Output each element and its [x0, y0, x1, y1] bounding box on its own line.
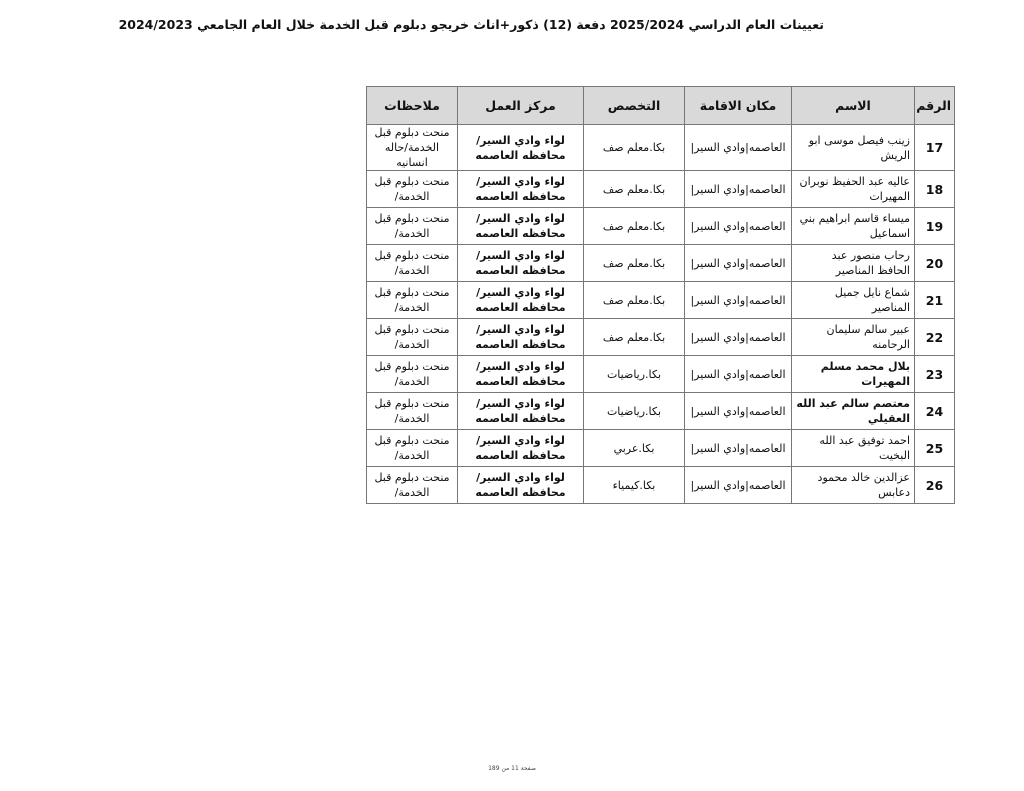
table-row: [367, 125, 955, 171]
cell-notes: منحت دبلوم قبل الخدمة/حاله انسانيه: [367, 125, 458, 171]
cell-notes: منحت دبلوم قبل الخدمة/: [367, 393, 458, 430]
table-row: [367, 467, 955, 504]
cell-num: 19: [915, 208, 955, 245]
page-title: تعيينات العام الدراسي 2025/2024 دفعة (12) ذكور+اناث خريجو دبلوم قبل الخدمة خلال العام الجامعي 2024/2023: [118, 17, 824, 32]
header-notes: ملاحظات: [367, 87, 458, 125]
cell-workplace: لواء وادي السير/محافظه العاصمه: [458, 125, 584, 171]
cell-residence: العاصمه|وادي السير|: [685, 467, 792, 504]
cell-num: 17: [915, 125, 955, 171]
cell-residence: العاصمه|وادي السير|: [685, 171, 792, 208]
cell-name: بلال محمد مسلم المهيرات: [792, 356, 915, 393]
cell-name: رحاب منصور عبد الحافظ المناصير: [792, 245, 915, 282]
cell-specialty: بكا.معلم صف: [584, 125, 685, 171]
header-name: الاسم: [792, 87, 915, 125]
cell-num: 26: [915, 467, 955, 504]
table-row: [367, 356, 955, 393]
cell-name: عبير سالم سليمان الرحامنه: [792, 319, 915, 356]
cell-workplace: لواء وادي السير/محافظه العاصمه: [458, 356, 584, 393]
cell-specialty: بكا.معلم صف: [584, 319, 685, 356]
cell-name: عزالدين خالد محمود دعابس: [792, 467, 915, 504]
cell-residence: العاصمه|وادي السير|: [685, 356, 792, 393]
header-num: الرقم: [915, 87, 955, 125]
cell-workplace: لواء وادي السير/محافظه العاصمه: [458, 319, 584, 356]
cell-residence: العاصمه|وادي السير|: [685, 245, 792, 282]
header-specialty: التخصص: [584, 87, 685, 125]
cell-name: معتصم سالم عبد الله العقيلي: [792, 393, 915, 430]
table-row: [367, 430, 955, 467]
table-header-row: [367, 87, 955, 125]
cell-workplace: لواء وادي السير/محافظه العاصمه: [458, 430, 584, 467]
cell-notes: منحت دبلوم قبل الخدمة/: [367, 356, 458, 393]
appointments-table: [366, 86, 955, 504]
cell-workplace: لواء وادي السير/محافظه العاصمه: [458, 282, 584, 319]
cell-name: عاليه عبد الحفيظ نوبران المهيرات: [792, 171, 915, 208]
cell-num: 20: [915, 245, 955, 282]
cell-name: ميساء قاسم ابراهيم بني اسماعيل: [792, 208, 915, 245]
header-residence: مكان الاقامة: [685, 87, 792, 125]
cell-num: 23: [915, 356, 955, 393]
cell-specialty: بكا.معلم صف: [584, 245, 685, 282]
cell-num: 21: [915, 282, 955, 319]
cell-workplace: لواء وادي السير/محافظه العاصمه: [458, 245, 584, 282]
cell-name: شماع نايل جميل المناصير: [792, 282, 915, 319]
cell-workplace: لواء وادي السير/محافظه العاصمه: [458, 393, 584, 430]
table-row: [367, 245, 955, 282]
cell-workplace: لواء وادي السير/محافظه العاصمه: [458, 208, 584, 245]
cell-num: 18: [915, 171, 955, 208]
cell-residence: العاصمه|وادي السير|: [685, 430, 792, 467]
cell-specialty: بكا.رياضيات: [584, 356, 685, 393]
cell-notes: منحت دبلوم قبل الخدمة/: [367, 245, 458, 282]
cell-name: زينب فيصل موسى ابو الريش: [792, 125, 915, 171]
cell-specialty: بكا.عربي: [584, 430, 685, 467]
cell-num: 22: [915, 319, 955, 356]
cell-residence: العاصمه|وادي السير|: [685, 125, 792, 171]
cell-specialty: بكا.معلم صف: [584, 171, 685, 208]
cell-num: 24: [915, 393, 955, 430]
table-row: [367, 208, 955, 245]
cell-specialty: بكا.كيمياء: [584, 467, 685, 504]
cell-residence: العاصمه|وادي السير|: [685, 208, 792, 245]
cell-workplace: لواء وادي السير/محافظه العاصمه: [458, 467, 584, 504]
table-row: [367, 171, 955, 208]
page-footer: صفحة 11 من 189: [488, 765, 536, 772]
cell-notes: منحت دبلوم قبل الخدمة/: [367, 171, 458, 208]
cell-specialty: بكا.معلم صف: [584, 208, 685, 245]
cell-num: 25: [915, 430, 955, 467]
cell-notes: منحت دبلوم قبل الخدمة/: [367, 319, 458, 356]
table-row: [367, 393, 955, 430]
cell-specialty: بكا.رياضيات: [584, 393, 685, 430]
cell-specialty: بكا.معلم صف: [584, 282, 685, 319]
table-row: [367, 319, 955, 356]
cell-residence: العاصمه|وادي السير|: [685, 393, 792, 430]
cell-notes: منحت دبلوم قبل الخدمة/: [367, 430, 458, 467]
cell-notes: منحت دبلوم قبل الخدمة/: [367, 282, 458, 319]
cell-workplace: لواء وادي السير/محافظه العاصمه: [458, 171, 584, 208]
header-workplace: مركز العمل: [458, 87, 584, 125]
cell-residence: العاصمه|وادي السير|: [685, 319, 792, 356]
cell-notes: منحت دبلوم قبل الخدمة/: [367, 467, 458, 504]
cell-notes: منحت دبلوم قبل الخدمة/: [367, 208, 458, 245]
cell-name: احمد توفيق عبد الله البخيت: [792, 430, 915, 467]
cell-residence: العاصمه|وادي السير|: [685, 282, 792, 319]
appointments-table-container: [367, 86, 955, 504]
table-row: [367, 282, 955, 319]
